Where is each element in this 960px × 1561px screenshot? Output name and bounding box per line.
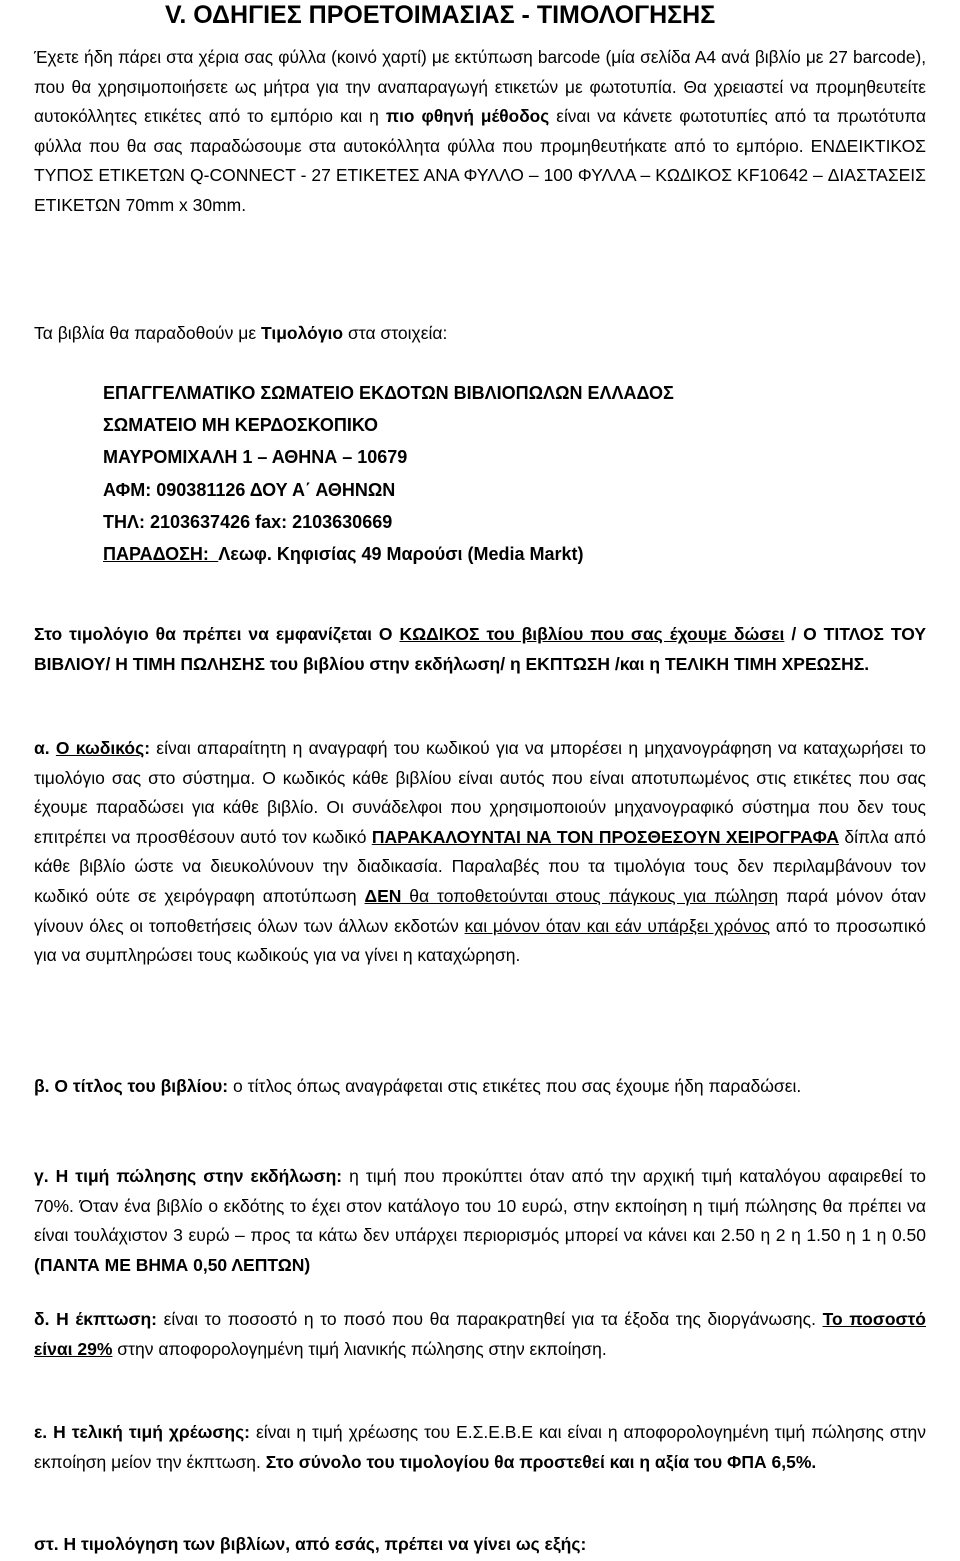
- section-e-text-1: είναι η τιμή χρέωσης του Ε.Σ.Ε.Β.Ε και είναι η αποφορολογημένη τιμή πώλησης στην εκποίηση μείον την έκπτωση.: [34, 1422, 926, 1472]
- section-c-text: η τιμή που προκύπτει όταν από την αρχική τιμή καταλόγου αφαιρεθεί το 70%. Όταν ένα βιβλίο ο εκδότης το έχει στον κατάλογο του 10 ευρώ, στην εκποίηση η τιμή πώλησης θα πρέπει να είναι τουλάχιστον 3 ευρώ – προς τα κάτω δεν υπάρχει περιορισμός μπορεί να κάνει και 2.50 η 2 η 1.50 η 1 η 0.50: [34, 1166, 926, 1246]
- intro-text-1: Έχετε ήδη πάρει στα χέρια σας φύλλα (κοινό χαρτί) με εκτύπωση barcode (μία σελίδα Α4 ανά βιβλίο με 27 barcode), που θα χρησιμοποιήσετε ως μήτρα για την αναπαραγωγή ετικετών με φωτοτυπία. Θα χρειαστεί να προμηθευτείτε αυτοκόλλητες ετικέτες από το εμπόριο και η: [34, 47, 926, 127]
- section-e-heading: ε. Η τελική τιμή χρέωσης:: [34, 1422, 251, 1442]
- section-a-text-3: δίπλα από κάθε βιβλίο ώστε να διευκολύνουν την διαδικασία. Παραλαβές που τα τιμολόγια τους δεν περιλαμβάνουν τον κωδικό ούτε σε χειρόγραφη αποτύπωση: [34, 826, 926, 906]
- section-c-tail: (ΠΑΝΤΑ ΜΕ ΒΗΜΑ 0,50 ΛΕΠΤΩΝ): [34, 1254, 311, 1275]
- section-a-text-7: και μόνον όταν και εάν υπάρξει χρόνος: [464, 915, 771, 936]
- delivery-address: Λεωφ. Κηφισίας 49 Μαρούσι (Media Markt): [218, 543, 584, 564]
- section-a: [34, 734, 926, 971]
- invoice-note-1: Στο τιμολόγιο θα πρέπει να εμφανίζεται Ο: [34, 624, 400, 644]
- address-line-2: ΣΩΜΑΤΕΙΟ ΜΗ ΚΕΡΔΟΣΚΟΠΙΚΟ: [103, 415, 379, 436]
- section-b-heading: β. Ο τίτλος του βιβλίου:: [34, 1076, 229, 1096]
- intro-paragraph: [34, 43, 926, 221]
- invoice-intro-3: στα στοιχεία:: [343, 323, 448, 343]
- address-line-1: ΕΠΑΓΓΕΛΜΑΤΙΚΟ ΣΩΜΑΤΕΙΟ ΕΚΔΟΤΩΝ ΒΙΒΛΙΟΠΩΛΩΝ ΕΛΛΑΔΟΣ: [103, 383, 674, 403]
- section-e-vat: Στο σύνολο του τιμολογίου θα προστεθεί και η αξία του ΦΠΑ 6,5%.: [265, 1451, 817, 1472]
- section-d-percent: Το ποσοστό είναι 29%: [34, 1309, 926, 1359]
- invoice-note-code: ΚΩΔΙΚΟΣ του βιβλίου που σας έχουμε δώσει: [399, 624, 785, 644]
- section-a-letter: α.: [34, 738, 50, 758]
- section-a-text-1: είναι απαραίτητη η αναγραφή του κωδικού για να μπορέσει η μηχανογράφηση να καταχωρήσει το τιμολόγιο σας στο σύστημα. Ο κωδικός κάθε βιβλίου είναι αυτός που είναι αποτυπωμένος στις ετικέτες που σας έχουμε παραδώσει για κάθε βιβλίο. Οι συνάδελφοι που χρησιμοποιούν μηχανογραφικό σύστημα που δεν τους επιτρέπει να προσθέσουν αυτό τον κωδικό: [34, 738, 926, 847]
- section-c-heading: γ. Η τιμή πώλησης στην εκδήλωση:: [34, 1166, 343, 1186]
- page-title: V. ΟΔΗΓΙΕΣ ΠΡΟΕΤΟΙΜΑΣΙΑΣ - ΤΙΜΟΛΟΓΗΣΗΣ: [165, 1, 716, 29]
- section-a-handwrite: ΠΑΡΑΚΑΛΟΥΝΤΑΙ ΝΑ ΤΟΝ ΠΡΟΣΘΕΣΟΥΝ ΧΕΙΡΟΓΡΑΦΑ: [371, 826, 840, 847]
- section-a-no: ΔΕΝ: [364, 885, 402, 906]
- address-line-6: [103, 538, 674, 570]
- intro-text-3: είναι να κάνετε φωτοτυπίες από τα πρωτότυπα φύλλα που θα σας παραδώσουμε στα αυτοκόλλητα φύλλα που προμηθευτήκατε από το εμπόριο.: [34, 106, 926, 156]
- section-e: [34, 1418, 926, 1477]
- billing-address: [103, 377, 674, 570]
- label-spec: ΕΝΔΕΙΚΤΙΚΟΣ ΤΥΠΟΣ ΕΤΙΚΕΤΩΝ Q-CONNECT - 27 ΕΤΙΚΕΤΕΣ ΑΝΑ ΦΥΛΛΟ – 100 ΦΥΛΛΑ – ΚΩΔΙΚΟΣ KF10642 – ΔΙΑΣΤΑΣΕΙΣ ΕΤΙΚΕΤΩΝ 70mm x 30mm.: [34, 135, 926, 215]
- address-line-4: ΑΦΜ: 090381126 ΔΟΥ Α΄ ΑΘΗΝΩΝ: [103, 479, 396, 500]
- section-b-text: ο τίτλος όπως αναγράφεται στις ετικέτες που σας έχουμε ήδη παραδώσει.: [228, 1076, 802, 1096]
- section-st: στ. Η τιμολόγηση των βιβλίων, από εσάς, πρέπει να γίνει ως εξής:: [34, 1534, 587, 1554]
- address-line-3: ΜΑΥΡΟΜΙΧΑΛΗ 1 – ΑΘΗΝΑ – 10679: [103, 447, 408, 468]
- section-c: [34, 1162, 926, 1280]
- section-a-text-6: παρά μόνον όταν γίνουν όλες οι τοποθετήσεις όλων των άλλων εκδοτών: [34, 885, 927, 936]
- section-d-heading: δ. Η έκπτωση:: [34, 1309, 157, 1329]
- delivery-label: ΠΑΡΑΔΟΣΗ:: [103, 543, 219, 564]
- invoice-intro: [34, 319, 926, 349]
- section-d: [34, 1305, 926, 1364]
- section-a-colon: :: [144, 738, 151, 758]
- invoice-intro-1: Τα βιβλία θα παραδοθούν με: [34, 323, 261, 343]
- invoice-intro-bold: Τιμολόγιο: [260, 323, 344, 343]
- invoice-note-3: / Ο ΤΙΤΛΟΣ ΤΟΥ ΒΙΒΛΙΟΥ/ Η ΤΙΜΗ ΠΩΛΗΣΗΣ του βιβλίου στην εκδήλωση/ η ΕΚΠΤΩΣΗ /και η ΤΕΛΙΚΗ ΤΙΜΗ ΧΡΕΩΣΗΣ.: [34, 624, 927, 674]
- invoice-note: [34, 620, 926, 679]
- intro-bold: πιο φθηνή μέθοδος: [385, 106, 550, 127]
- section-d-text-1: είναι το ποσοστό η το ποσό που θα παρακρατηθεί για τα έξοδα της διοργάνωσης.: [157, 1309, 823, 1329]
- address-line-5: ΤΗΛ: 2103637426 fax: 2103630669: [103, 511, 393, 532]
- section-d-text-3: στην αποφορολογημένη τιμή λιανικής πώλησης στην εκποίηση.: [112, 1338, 607, 1359]
- section-a-text-8: από το προσωπικό για να συμπληρώσει τους κωδικούς για να γίνει η καταχώρηση.: [34, 915, 926, 966]
- section-b: [34, 1072, 926, 1102]
- section-a-heading: Ο κωδικός: [55, 738, 145, 758]
- section-a-text-5: θα τοποθετούνται στους πάγκους για πώληση: [401, 885, 779, 906]
